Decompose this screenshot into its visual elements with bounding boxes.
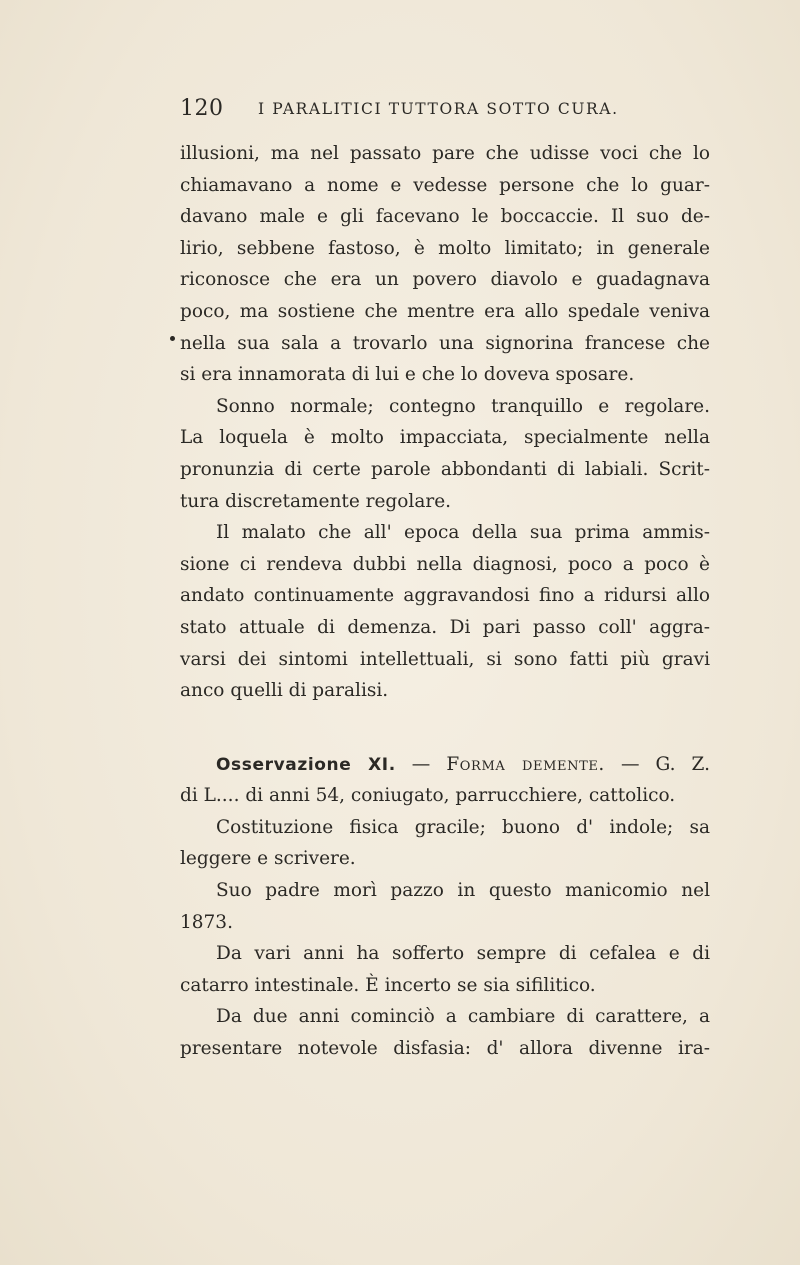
text-line: Il malato che all' epoca della sua prima ammis- <box>216 522 710 544</box>
observation-heading: Osservazione XI. <box>216 754 396 775</box>
text-line: leggere e scrivere. <box>180 848 356 870</box>
text-line: illusioni, ma nel passato pare che udisse voci che lo <box>180 143 710 164</box>
text-line: andato continuamente aggravandosi fino a ridursi allo <box>180 585 710 607</box>
text-line: presentare notevole disfasia: d' allora divenne ira- <box>180 1038 710 1060</box>
heading-dash: — <box>604 753 656 775</box>
section-gap <box>180 707 710 749</box>
heading-dash: — <box>395 753 447 775</box>
text-line: tura discretamente regolare. <box>180 490 452 512</box>
text-line: Costituzione fisica gracile; buono d' indole; sa <box>216 816 710 838</box>
text-line: davano male e gli facevano le boccaccie. Il suo de- <box>180 206 710 228</box>
patient-initials: G. Z. <box>655 753 710 775</box>
text-line: catarro intestinale. È incerto se sia sifilitico. <box>180 974 596 996</box>
page-number: 120 <box>180 96 224 121</box>
text-line: lirio, sebbene fastoso, è molto limitato; in generale <box>180 237 710 259</box>
body-text <box>180 138 710 1065</box>
observation-title: Forma demente. <box>446 753 605 775</box>
text-line: chiamavano a nome e vedesse persone che lo guar- <box>180 174 710 196</box>
text-line: Da vari anni ha sofferto sempre di cefalea e di <box>216 943 710 965</box>
text-line: riconosce che era un povero diavolo e guadagnava <box>180 269 710 291</box>
text-line: nella sua sala a trovarlo una signorina francese che <box>180 332 710 354</box>
text-line: Da due anni cominciò a cambiare di carattere, a <box>216 1006 710 1028</box>
running-head: I PARALITICI TUTTORA SOTTO CURA. <box>258 100 619 118</box>
text-line: sione ci rendeva dubbi nella diagnosi, poco a poco è <box>180 553 710 575</box>
margin-mark <box>170 336 175 341</box>
page-header <box>180 96 715 126</box>
text-line: si era innamorata di lui e che lo doveva sposare. <box>180 364 635 386</box>
text-line: Sonno normale; contegno tranquillo e regolare. <box>216 395 710 417</box>
text-line: La loquela è molto impacciata, specialmente nella <box>180 427 710 449</box>
text-line: poco, ma sostiene che mentre era allo spedale veniva <box>180 300 710 322</box>
text-line: anco quelli di paralisi. <box>180 680 389 702</box>
text-line: 1873. <box>180 911 233 933</box>
observation-heading-line <box>180 749 710 781</box>
text-line: di L.... di anni 54, coniugato, parrucchiere, cattolico. <box>180 785 676 807</box>
text-line: varsi dei sintomi intellettuali, si sono fatti più gravi <box>180 648 710 670</box>
text-line: Suo padre morì pazzo in questo manicomio nel <box>216 880 710 902</box>
text-line: stato attuale di demenza. Di pari passo coll' aggra- <box>180 616 710 638</box>
text-line: pronunzia di certe parole abbondanti di labiali. Scrit- <box>180 458 710 480</box>
